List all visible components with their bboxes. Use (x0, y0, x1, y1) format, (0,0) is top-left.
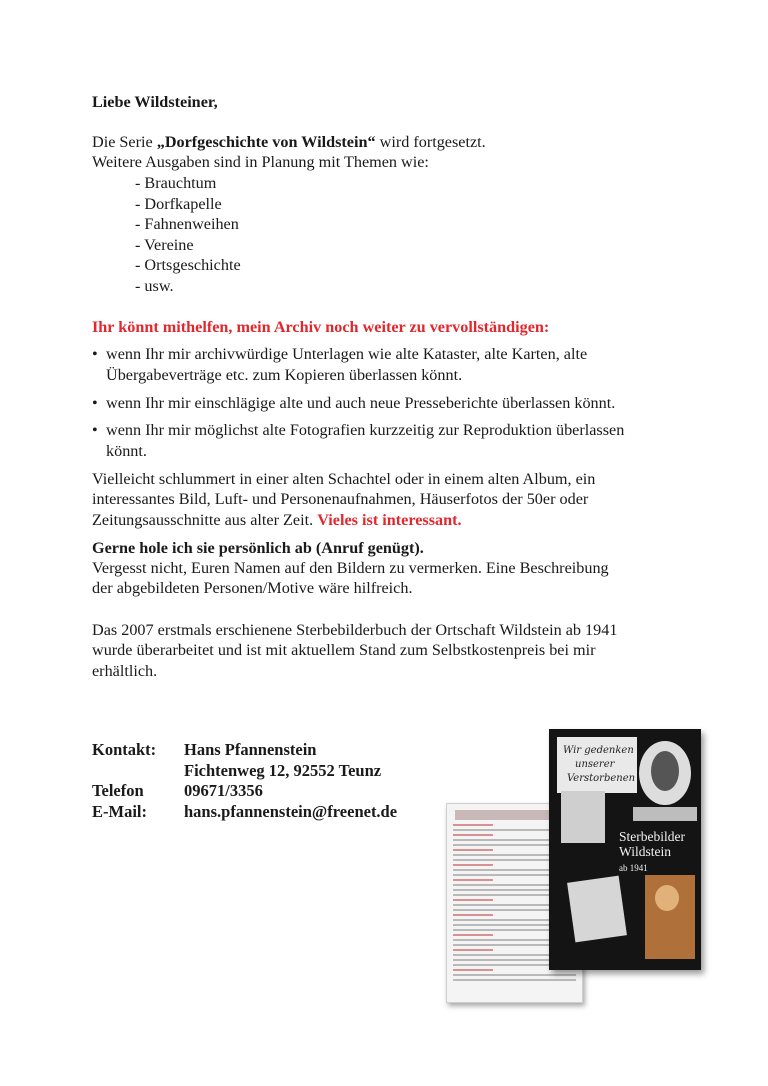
contact-address: Fichtenweg 12, 92552 Teunz (184, 760, 382, 780)
cover-title-box (557, 737, 637, 793)
bullet-line: Übergabeverträge etc. zum Kopieren überlassen könnt. (106, 365, 463, 384)
bullet-line: wenn Ihr mir möglichst alte Fotografien kurzzeitig zur Reproduktion überlassen (106, 421, 625, 439)
portrait-caption (633, 807, 697, 821)
list-item: - Brauchtum (135, 174, 217, 192)
madonna-painting-image (645, 875, 695, 959)
paragraph-line: Vielleicht schlummert in einer alten Schachtel oder in einem alten Album, ein (92, 470, 596, 488)
intro-line (92, 132, 486, 153)
bullet-dot: • (92, 345, 98, 363)
cover-main-title (619, 829, 685, 876)
intro-prefix: Die Serie (92, 133, 157, 151)
cover-title-line: Wir gedenken (563, 745, 634, 756)
book-info-line: wurde überarbeitet und ist mit aktuellem Stand zum Selbstkostenpreis bei mir (92, 641, 596, 659)
bullet-dot: • (92, 421, 98, 439)
cover-title-line: Verstorbenen (567, 773, 636, 784)
pickup-line: Vergesst nicht, Euren Namen auf den Bildern zu vermerken. Eine Beschreibung (92, 559, 609, 577)
cover-main-title-line: Wildstein (619, 844, 671, 859)
praying-hands-image (567, 876, 627, 943)
bullet-line: könnt. (106, 441, 147, 460)
highlight-text: Vieles ist interessant. (317, 511, 462, 529)
list-item: - Fahnenweihen (135, 215, 239, 233)
paragraph-line (92, 510, 462, 531)
contact-block (92, 740, 397, 822)
email-address[interactable]: hans.pfannenstein@freenet.de (184, 801, 398, 821)
cover-main-title-line: Sterbebilder (619, 829, 685, 844)
cover-title-line: unserer (575, 759, 615, 770)
cover-thumbnail (561, 791, 605, 843)
list-item: - Dorfkapelle (135, 194, 222, 213)
bullet-line: wenn Ihr mir archivwürdige Unterlagen wie alte Kataster, alte Karten, alte (106, 345, 588, 363)
bullet-dot: • (92, 394, 98, 412)
cover-subtitle: ab 1941 (619, 863, 648, 873)
portrait-image (639, 741, 691, 805)
paragraph-text: Zeitungsausschnitte aus alter Zeit. (92, 511, 318, 529)
bullet-item (92, 344, 692, 385)
book-info-line: erhältlich. (92, 662, 158, 680)
greeting: Liebe Wildsteiner, (92, 93, 218, 111)
bullet-line: wenn Ihr mir einschlägige alte und auch neue Presseberichte überlassen könnt. (106, 394, 616, 412)
email-label: E-Mail: (92, 801, 147, 821)
book-cover-image (549, 729, 701, 970)
list-item: - Vereine (135, 235, 194, 254)
pickup-line: der abgebildeten Personen/Motive wäre hilfreich. (92, 579, 413, 597)
series-title: „Dorfgeschichte von Wildstein“ (156, 133, 376, 151)
contact-label: Kontakt: (92, 740, 157, 759)
list-item: - usw. (135, 276, 174, 295)
topic-list (135, 173, 241, 296)
bullet-item (92, 393, 692, 414)
phone-label: Telefon (92, 781, 144, 800)
contact-name: Hans Pfannenstein (184, 740, 317, 759)
pickup-heading: Gerne hole ich sie persönlich ab (Anruf genügt). (92, 539, 424, 557)
help-heading: Ihr könnt mithelfen, mein Archiv noch weiter zu vervollständigen: (92, 318, 550, 336)
paragraph-line: interessantes Bild, Luft- und Personenaufnahmen, Häuserfotos der 50er oder (92, 490, 589, 508)
intro-suffix: wird fortgesetzt. (375, 133, 486, 151)
list-item: - Ortsgeschichte (135, 256, 241, 274)
book-info-line: Das 2007 erstmals erschienene Sterbebilderbuch der Ortschaft Wildstein ab 1941 (92, 621, 618, 639)
bullet-item (92, 420, 692, 461)
intro-line-2: Weitere Ausgaben sind in Planung mit Themen wie: (92, 153, 429, 171)
phone-number[interactable]: 09671/3356 (184, 781, 263, 800)
